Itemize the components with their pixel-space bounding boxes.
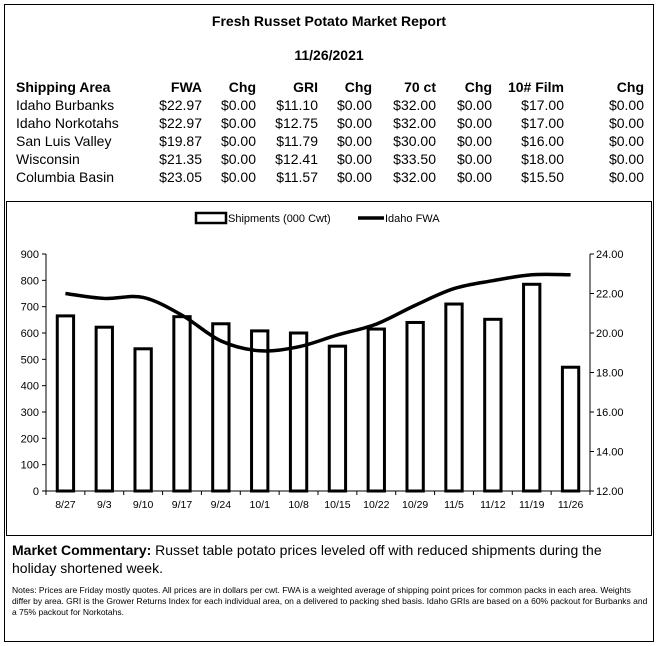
price-cell: $32.00 <box>393 115 436 131</box>
left-tick-label: 0 <box>32 486 39 498</box>
shipment-bar <box>57 316 73 491</box>
table-row <box>16 168 644 186</box>
price-table-header <box>16 78 644 96</box>
report-date: 11/26/2021 <box>294 47 364 63</box>
table-row <box>16 132 644 150</box>
x-tick-label: 9/3 <box>96 499 112 511</box>
shipment-bar <box>368 329 384 491</box>
shipment-bar <box>290 333 306 491</box>
report-title: Fresh Russet Potato Market Report <box>211 13 447 29</box>
column-header: Chg <box>344 79 372 95</box>
price-cell: $15.50 <box>521 169 564 185</box>
shipment-bar <box>96 327 112 491</box>
price-cell: $0.00 <box>336 133 372 149</box>
x-tick-label: 9/10 <box>132 499 154 511</box>
price-cell: $30.00 <box>393 133 436 149</box>
price-cell: $0.00 <box>608 169 644 185</box>
price-cell: $0.00 <box>220 97 256 113</box>
shipment-bar <box>562 367 578 491</box>
left-tick-label: 400 <box>20 380 39 393</box>
shipment-bar <box>252 331 268 491</box>
shipment-bar <box>135 349 151 491</box>
price-cell: $12.41 <box>275 151 318 167</box>
market-commentary <box>12 541 648 577</box>
shipment-bar <box>329 346 345 491</box>
left-tick-label: 600 <box>20 328 39 340</box>
column-header: 70 ct <box>404 79 436 95</box>
price-cell: $22.97 <box>159 97 202 113</box>
legend-bar-swatch <box>196 213 226 223</box>
shipping-area-cell: San Luis Valley <box>16 133 112 149</box>
price-cell: $0.00 <box>336 169 372 185</box>
right-tick-label: 20.00 <box>596 328 624 340</box>
price-cell: $11.10 <box>276 97 318 113</box>
price-cell: $0.00 <box>220 133 256 149</box>
left-tick-label: 500 <box>20 354 39 367</box>
price-cell: $0.00 <box>220 151 256 167</box>
price-cell: $16.00 <box>521 133 564 149</box>
price-cell: $0.00 <box>456 97 492 113</box>
price-cell: $0.00 <box>456 133 492 149</box>
table-row <box>16 114 644 132</box>
shipment-bar <box>524 284 540 491</box>
shipping-area-cell: Idaho Norkotahs <box>16 115 119 131</box>
price-cell: $0.00 <box>220 169 256 185</box>
right-tick-label: 24.00 <box>596 249 624 261</box>
left-tick-label: 800 <box>20 275 39 288</box>
x-tick-label: 11/5 <box>444 499 464 511</box>
x-tick-label: 9/17 <box>171 499 193 511</box>
x-tick-label: 11/26 <box>557 499 584 511</box>
price-cell: $0.00 <box>608 115 644 131</box>
price-cell: $11.79 <box>276 133 318 149</box>
x-tick-label: 10/15 <box>324 499 351 511</box>
right-tick-label: 12.00 <box>596 486 624 498</box>
price-table <box>16 78 644 186</box>
left-tick-label: 900 <box>20 249 39 261</box>
shipping-area-cell: Wisconsin <box>16 151 80 167</box>
price-cell: $0.00 <box>456 115 492 131</box>
table-row <box>16 150 644 168</box>
price-cell: $0.00 <box>336 115 372 131</box>
right-tick-label: 18.00 <box>596 367 624 380</box>
price-cell: $18.00 <box>521 151 564 167</box>
x-tick-label: 10/8 <box>288 499 309 511</box>
shipping-area-cell: Columbia Basin <box>16 169 115 185</box>
shipment-bar <box>174 317 190 491</box>
price-cell: $22.97 <box>159 115 202 131</box>
column-header: Chg <box>464 79 492 95</box>
commentary-text: Russet table potato prices leveled off with reduced shipments during the holiday shortened week. <box>12 542 602 576</box>
commentary-label: Market Commentary: <box>12 542 152 558</box>
price-cell: $17.00 <box>521 97 564 113</box>
column-header: 10# Film <box>507 79 564 95</box>
price-cell: $12.75 <box>275 115 318 131</box>
table-row <box>16 96 644 114</box>
price-cell: $0.00 <box>336 97 372 113</box>
price-cell: $32.00 <box>393 169 436 185</box>
column-header: Chg <box>228 79 256 95</box>
x-tick-label: 9/24 <box>210 499 232 511</box>
shipment-bar <box>407 322 423 491</box>
price-cell: $0.00 <box>608 133 644 149</box>
x-tick-label: 8/27 <box>55 499 76 511</box>
price-cell: $33.50 <box>393 151 436 167</box>
x-tick-label: 11/12 <box>480 499 506 511</box>
shipping-area-cell: Idaho Burbanks <box>16 97 115 113</box>
shipment-bar <box>485 319 501 491</box>
left-tick-label: 300 <box>20 407 39 419</box>
x-tick-label: 10/22 <box>363 499 390 511</box>
x-tick-label: 10/29 <box>402 499 429 511</box>
right-tick-label: 22.00 <box>596 288 624 301</box>
price-cell: $23.05 <box>159 169 202 185</box>
price-cell: $19.87 <box>159 133 202 149</box>
price-cell: $21.35 <box>159 151 202 167</box>
legend-label: Idaho FWA <box>385 213 440 225</box>
price-cell: $0.00 <box>608 151 644 167</box>
column-header: Chg <box>616 79 644 95</box>
left-tick-label: 100 <box>20 459 39 472</box>
column-header: GRI <box>293 79 318 95</box>
x-tick-label: 11/19 <box>518 499 545 511</box>
shipment-bar <box>213 324 229 491</box>
right-tick-label: 14.00 <box>596 446 624 459</box>
legend-label: Shipments (000 Cwt) <box>228 213 331 225</box>
left-tick-label: 200 <box>20 433 39 446</box>
notes: Notes: Prices are Friday mostly quotes. All prices are in dollars per cwt. FWA is a weighted average of shipping point prices for common packs in each area. Weights differ by area. GRI is the Grower Returns Index for each individual area, on a delivered to packing shed basis. Idaho GRIs are based on a 60% packout for Burbanks and a 75% packout for Norkotahs. <box>12 585 648 617</box>
x-tick-label: 10/1 <box>249 499 270 511</box>
shipment-bar <box>446 304 462 491</box>
price-cell: $11.57 <box>276 169 318 185</box>
right-tick-label: 16.00 <box>596 407 624 419</box>
column-header: FWA <box>170 79 202 95</box>
price-cell: $0.00 <box>336 151 372 167</box>
price-cell: $17.00 <box>521 115 564 131</box>
shipments-price-chart <box>0 201 658 536</box>
column-header: Shipping Area <box>16 79 111 95</box>
price-cell: $32.00 <box>393 97 436 113</box>
left-tick-label: 700 <box>20 301 39 314</box>
price-cell: $0.00 <box>456 151 492 167</box>
price-cell: $0.00 <box>220 115 256 131</box>
price-cell: $0.00 <box>456 169 492 185</box>
price-cell: $0.00 <box>608 97 644 113</box>
